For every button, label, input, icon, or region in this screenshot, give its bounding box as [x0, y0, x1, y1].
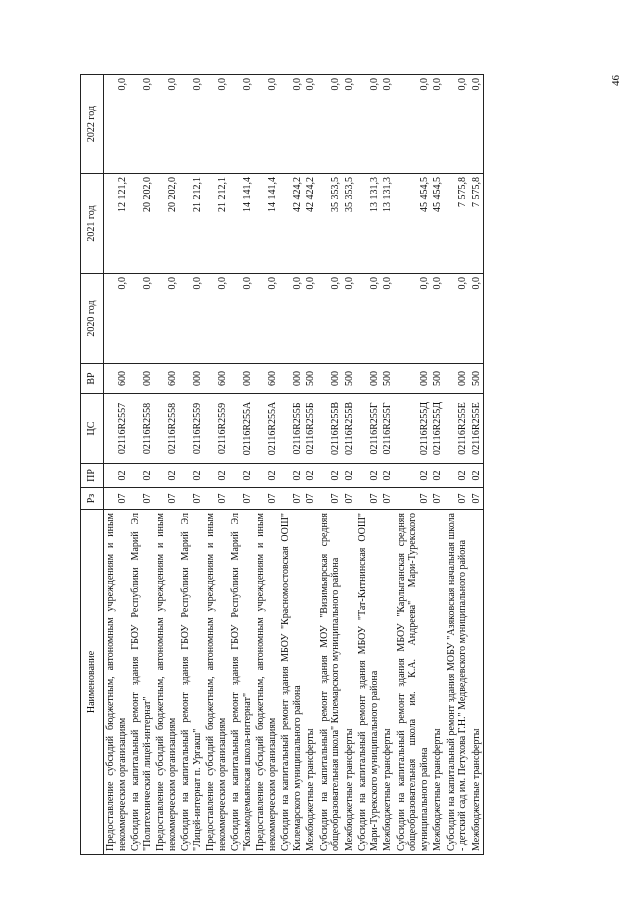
cell-vr: 000	[356, 364, 381, 394]
rotated-table-container	[80, 75, 555, 855]
cell-vr: 000	[179, 364, 204, 394]
cell-y2021: 42 424,2	[279, 174, 304, 274]
cell-name: Межбюджетные трансферты	[431, 510, 445, 855]
cell-pr: 02	[304, 464, 318, 488]
cell-rz: 07	[343, 488, 357, 510]
cell-y2022: 0,0	[304, 75, 318, 174]
cell-name: Субсидии на капитальный ремонт здания ГБОУ Республики Марий Эл "Лицей-интернат п. Ургакш"	[179, 510, 204, 855]
cell-rz: 07	[470, 488, 484, 510]
header-2022: 2022 год	[81, 75, 104, 174]
cell-y2022: 0,0	[445, 75, 470, 174]
cell-name: Субсидии на капитальный ремонт здания МОУ "Визимьярская средняя общеобразовательная школа" Килемарского муниципального района	[318, 510, 343, 855]
table-row	[154, 75, 179, 855]
table-row	[254, 75, 279, 855]
cell-vr: 500	[343, 364, 357, 394]
table-row	[431, 75, 445, 855]
cell-y2022: 0,0	[104, 75, 130, 174]
cell-y2021: 45 454,5	[395, 174, 432, 274]
table-row	[381, 75, 395, 855]
cell-rz: 07	[129, 488, 154, 510]
cell-name: Межбюджетные трансферты	[470, 510, 484, 855]
cell-y2020: 0,0	[395, 274, 432, 364]
cell-vr: 000	[445, 364, 470, 394]
cell-pr: 02	[395, 464, 432, 488]
cell-pr: 02	[445, 464, 470, 488]
header-pr: ПР	[81, 464, 104, 488]
cell-name: Субсидии на капитальный ремонт здания ГБОУ Республики Марий Эл "Политехнический лицей-интернат"	[129, 510, 154, 855]
cell-y2022: 0,0	[254, 75, 279, 174]
cell-cs: 02116R2559	[179, 394, 204, 464]
cell-vr: 600	[254, 364, 279, 394]
table-row	[129, 75, 154, 855]
cell-name: Субсидии на капитальный ремонт здания МБОУ "Карлыганская средняя общеобразовательная школа им. К.А. Андреева" Мари-Турекского муниципального района	[395, 510, 432, 855]
cell-name: Субсидии на капитальный ремонт здания МОБУ "Азяковская начальная школа - детский сад им. Петухова Г.Н." Медведевского муниципального района	[445, 510, 470, 855]
cell-y2021: 7 575,8	[470, 174, 484, 274]
cell-y2021: 20 202,0	[129, 174, 154, 274]
header-rz: Рз	[81, 488, 104, 510]
cell-y2020: 0,0	[204, 274, 229, 364]
table-row	[318, 75, 343, 855]
cell-y2021: 13 131,3	[381, 174, 395, 274]
cell-y2022: 0,0	[431, 75, 445, 174]
cell-vr: 000	[395, 364, 432, 394]
cell-name: Субсидии на капитальный ремонт здания ГБОУ Республики Марий Эл "Козьмодемьянская школа-интернат"	[229, 510, 254, 855]
cell-pr: 02	[229, 464, 254, 488]
cell-rz: 07	[356, 488, 381, 510]
cell-rz: 07	[179, 488, 204, 510]
table-row	[204, 75, 229, 855]
table-row	[343, 75, 357, 855]
table-row	[304, 75, 318, 855]
cell-y2021: 7 575,8	[445, 174, 470, 274]
cell-vr: 000	[279, 364, 304, 394]
cell-rz: 07	[304, 488, 318, 510]
cell-cs: 02116R255Г	[356, 394, 381, 464]
cell-y2022: 0,0	[318, 75, 343, 174]
cell-vr: 500	[431, 364, 445, 394]
cell-cs: 02116R2558	[129, 394, 154, 464]
cell-y2022: 0,0	[356, 75, 381, 174]
cell-cs: 02116R255А	[229, 394, 254, 464]
cell-y2022: 0,0	[395, 75, 432, 174]
cell-vr: 000	[318, 364, 343, 394]
cell-pr: 02	[254, 464, 279, 488]
cell-y2020: 0,0	[343, 274, 357, 364]
table-header-row	[81, 75, 104, 855]
cell-name: Предоставление субсидий бюджетным, автономным учреждениям и иным некоммерческим организациям	[104, 510, 130, 855]
cell-rz: 07	[318, 488, 343, 510]
cell-vr: 500	[381, 364, 395, 394]
cell-pr: 02	[279, 464, 304, 488]
cell-y2021: 12 121,2	[104, 174, 130, 274]
cell-rz: 07	[381, 488, 395, 510]
cell-y2020: 0,0	[179, 274, 204, 364]
cell-rz: 07	[104, 488, 130, 510]
cell-y2020: 0,0	[304, 274, 318, 364]
cell-name: Субсидии на капитальный ремонт здания МБОУ "Красномостовская ООШ" Килемарского муниципального района	[279, 510, 304, 855]
cell-name: Межбюджетные трансферты	[343, 510, 357, 855]
cell-y2021: 14 141,4	[229, 174, 254, 274]
cell-pr: 02	[356, 464, 381, 488]
table-body	[104, 75, 484, 855]
cell-y2020: 0,0	[431, 274, 445, 364]
cell-cs: 02116R2558	[154, 394, 179, 464]
cell-y2021: 21 212,1	[179, 174, 204, 274]
cell-y2021: 13 131,3	[356, 174, 381, 274]
cell-rz: 07	[229, 488, 254, 510]
cell-y2020: 0,0	[254, 274, 279, 364]
cell-pr: 02	[318, 464, 343, 488]
cell-y2020: 0,0	[445, 274, 470, 364]
cell-rz: 07	[154, 488, 179, 510]
cell-cs: 02116R255В	[318, 394, 343, 464]
cell-vr: 600	[204, 364, 229, 394]
cell-cs: 02116R255Б	[304, 394, 318, 464]
cell-vr: 500	[304, 364, 318, 394]
cell-y2020: 0,0	[318, 274, 343, 364]
cell-vr: 000	[129, 364, 154, 394]
cell-y2022: 0,0	[179, 75, 204, 174]
cell-cs: 02116R255Д	[395, 394, 432, 464]
cell-y2022: 0,0	[381, 75, 395, 174]
cell-y2020: 0,0	[279, 274, 304, 364]
cell-rz: 07	[204, 488, 229, 510]
cell-y2022: 0,0	[229, 75, 254, 174]
cell-y2021: 14 141,4	[254, 174, 279, 274]
cell-y2020: 0,0	[381, 274, 395, 364]
cell-y2021: 45 454,5	[431, 174, 445, 274]
cell-y2020: 0,0	[229, 274, 254, 364]
cell-cs: 02116R255В	[343, 394, 357, 464]
cell-y2022: 0,0	[279, 75, 304, 174]
cell-cs: 02116R255Б	[279, 394, 304, 464]
table-row	[470, 75, 484, 855]
cell-cs: 02116R2557	[104, 394, 130, 464]
cell-name: Межбюджетные трансферты	[304, 510, 318, 855]
cell-rz: 07	[431, 488, 445, 510]
cell-cs: 02116R255Г	[381, 394, 395, 464]
cell-pr: 02	[381, 464, 395, 488]
header-cs: ЦС	[81, 394, 104, 464]
cell-rz: 07	[279, 488, 304, 510]
header-2021: 2021 год	[81, 174, 104, 274]
cell-y2020: 0,0	[154, 274, 179, 364]
table-row	[104, 75, 130, 855]
cell-name: Субсидии на капитальный ремонт здания МБОУ "Тат-Китнинская ООШ" Мари-Турекского муниципального района	[356, 510, 381, 855]
cell-pr: 02	[154, 464, 179, 488]
cell-y2022: 0,0	[343, 75, 357, 174]
header-2020: 2020 год	[81, 274, 104, 364]
cell-y2020: 0,0	[356, 274, 381, 364]
cell-pr: 02	[129, 464, 154, 488]
cell-y2021: 42 424,2	[304, 174, 318, 274]
cell-cs: 02116R255Д	[431, 394, 445, 464]
cell-vr: 500	[470, 364, 484, 394]
table-row	[445, 75, 470, 855]
table-row	[395, 75, 432, 855]
cell-y2020: 0,0	[470, 274, 484, 364]
cell-pr: 02	[431, 464, 445, 488]
cell-pr: 02	[104, 464, 130, 488]
table-row	[179, 75, 204, 855]
cell-y2020: 0,0	[104, 274, 130, 364]
cell-name: Предоставление субсидий бюджетным, автономным учреждениям и иным некоммерческим организациям	[254, 510, 279, 855]
cell-name: Межбюджетные трансферты	[381, 510, 395, 855]
cell-vr: 600	[154, 364, 179, 394]
cell-name: Предоставление субсидий бюджетным, автономным учреждениям и иным некоммерческим организациям	[154, 510, 179, 855]
cell-cs: 02116R255А	[254, 394, 279, 464]
cell-y2020: 0,0	[129, 274, 154, 364]
cell-y2022: 0,0	[470, 75, 484, 174]
cell-y2021: 20 202,0	[154, 174, 179, 274]
cell-y2021: 35 353,5	[343, 174, 357, 274]
cell-y2021: 35 353,5	[318, 174, 343, 274]
cell-y2022: 0,0	[154, 75, 179, 174]
cell-pr: 02	[470, 464, 484, 488]
cell-rz: 07	[254, 488, 279, 510]
page-number: 46	[610, 75, 622, 86]
cell-y2022: 0,0	[204, 75, 229, 174]
header-name: Наименование	[81, 510, 104, 855]
cell-cs: 02116R2559	[204, 394, 229, 464]
cell-pr: 02	[343, 464, 357, 488]
table-row	[229, 75, 254, 855]
table-row	[279, 75, 304, 855]
cell-cs: 02116R255Е	[445, 394, 470, 464]
table-row	[356, 75, 381, 855]
cell-pr: 02	[179, 464, 204, 488]
cell-vr: 000	[229, 364, 254, 394]
cell-y2021: 21 212,1	[204, 174, 229, 274]
cell-cs: 02116R255Е	[470, 394, 484, 464]
cell-name: Предоставление субсидий бюджетным, автономным учреждениям и иным некоммерческим организациям	[204, 510, 229, 855]
cell-rz: 07	[395, 488, 432, 510]
cell-pr: 02	[204, 464, 229, 488]
budget-table	[80, 74, 484, 855]
cell-y2022: 0,0	[129, 75, 154, 174]
cell-vr: 600	[104, 364, 130, 394]
cell-rz: 07	[445, 488, 470, 510]
header-vr: ВР	[81, 364, 104, 394]
